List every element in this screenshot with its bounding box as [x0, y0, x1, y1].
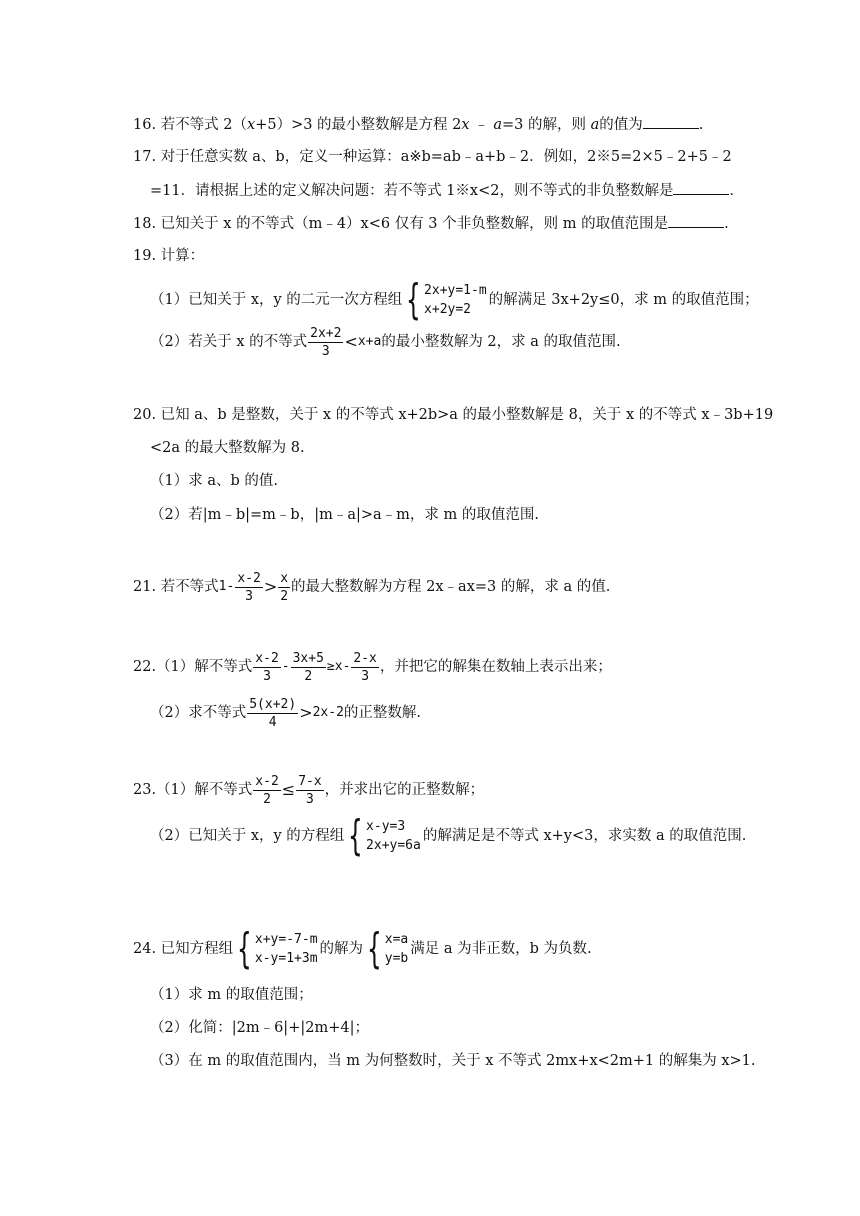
q19-less-than: <: [344, 332, 358, 351]
q20-part2-text: （2）若|m﹣b|=m﹣b，|m﹣a|>a﹣m，求 m 的取值范围.: [150, 507, 539, 523]
q24-part2-text: （2）化简：|2m﹣6|+|2m+4|；: [150, 1020, 369, 1036]
q21-frac1-denominator: 3: [245, 588, 253, 604]
q17-answer-blank: [673, 180, 729, 195]
q20-part1: [150, 471, 278, 491]
q19-part2-post: 的最小整数解为 2，求 a 的取值范围.: [381, 334, 621, 350]
q17-text-1: 对于任意实数 a、b，定义一种运算：a※b=ab﹣a+b﹣2．例如，2※5=2×5﹣2+5﹣2: [160, 149, 732, 165]
q19-fraction: [308, 325, 343, 360]
q23-eq-1: x-y=3: [366, 819, 406, 834]
q23-part1-pre: （1）解不等式: [156, 782, 253, 798]
q21-post: 的最大整数解为方程 2x﹣ax=3 的解，求 a 的值.: [291, 579, 611, 595]
q19-part2-pre: （2）若关于 x 的不等式: [150, 334, 308, 350]
q21-fraction-1: [235, 570, 262, 605]
q22-frac3-numerator: 2-x: [353, 650, 377, 666]
q22-part2-pre: （2）求不等式: [150, 705, 247, 721]
q22-frac4-denominator: 4: [268, 714, 277, 730]
q19-frac-numerator: 2x+2: [310, 325, 342, 341]
q21-pre: 若不等式: [160, 579, 219, 595]
q22-frac2-denominator: 2: [304, 668, 313, 684]
q24-line: [133, 925, 592, 973]
q22-part2: [150, 691, 421, 735]
q22-part2-post: 的正整数解.: [343, 705, 422, 721]
q22-frac1-numerator: x-2: [255, 650, 279, 666]
q24-part1: [150, 985, 313, 1005]
q21-number: 21.: [133, 579, 157, 595]
q18-number: 18.: [133, 216, 157, 232]
q23-frac1-numerator: x-2: [255, 773, 279, 789]
q19-part2: [150, 322, 621, 362]
q16-number: 16.: [133, 117, 157, 133]
q18-line: [133, 213, 729, 234]
q22-geq: ≥x-: [326, 659, 351, 674]
q22-frac4-numerator: 5(x+2): [249, 696, 297, 712]
q24-part3-text: （3）在 m 的取值范围内，当 m 为何整数时，关于 x 不等式 2mx+x<2m+1 的解集为 x>1.: [150, 1053, 756, 1069]
q24-sol-1: x=a: [384, 932, 409, 947]
q16-text-a: 若不等式 2（: [160, 117, 248, 133]
left-brace-icon: {: [367, 924, 382, 973]
left-brace-icon: {: [406, 275, 422, 324]
q20-line2: [150, 438, 305, 458]
q22-rhs: 2x-2: [312, 705, 344, 720]
q24-mid: 的解为: [319, 941, 364, 957]
q23-part2-pre: （2）已知关于 x，y 的方程组: [150, 828, 345, 844]
q17-line2: [150, 180, 744, 201]
q21-greater-than: >: [263, 577, 278, 596]
q24-number: 24.: [133, 941, 157, 957]
q24-eq-2: x-y=1+3m: [254, 951, 318, 966]
q21-frac1-numerator: x-2: [237, 570, 261, 586]
left-brace-icon: {: [237, 924, 252, 973]
q23-frac2-numerator: 7-x: [298, 773, 322, 789]
q23-fraction-2: [296, 773, 323, 808]
q21-frac2-denominator: 2: [280, 588, 289, 604]
q22-part1: [133, 645, 612, 689]
q20-text-2: <2a 的最大整数解为 8.: [150, 440, 305, 456]
q17-number: 17.: [133, 149, 157, 165]
q16-var-x: x: [247, 117, 256, 133]
q22-fraction-2: [291, 650, 326, 685]
q22-frac2-numerator: 3x+5: [292, 650, 324, 666]
q24-part3: [150, 1051, 756, 1071]
q22-part1-pre: （1）解不等式: [156, 659, 253, 675]
q19-number: 19.: [133, 248, 157, 264]
q24-part2: [150, 1018, 369, 1038]
q23-part2-post: 的解满足是不等式 x+y<3，求实数 a 的取值范围.: [422, 828, 747, 844]
q16-text-c: +5）>3 的最小整数解是方程 2: [255, 117, 462, 133]
q24-post: 满足 a 为非正数，b 为负数.: [410, 941, 592, 957]
left-brace-icon: {: [348, 811, 364, 860]
q22-frac3-denominator: 3: [361, 668, 370, 684]
q20-part1-text: （1）求 a、b 的值.: [150, 473, 278, 489]
q22-fraction-4: [247, 696, 298, 731]
q23-part1-post: ，并求出它的正整数解；: [324, 782, 485, 798]
q23-fraction-1: [253, 773, 280, 808]
q20-text-1: 已知 a、b 是整数，关于 x 的不等式 x+2b>a 的最小整数解是 8，关于 x 的不等式 x﹣3b+19: [160, 407, 774, 423]
q24-eq-1: x+y=-7-m: [254, 932, 318, 947]
q22-frac1-denominator: 3: [263, 668, 271, 684]
q17-text-2: =11．请根据上述的定义解决问题：若不等式 1※x<2，则不等式的非负整数解是: [150, 183, 674, 199]
q23-frac2-denominator: 3: [306, 791, 314, 807]
q21-fraction-2: [278, 570, 290, 605]
q16-var-a2: a: [590, 117, 600, 133]
q23-eq-2: 2x+y=6a: [366, 838, 421, 853]
q17-line1: [133, 147, 732, 167]
q22-greater-than: >: [299, 703, 313, 722]
q23-part1: [133, 768, 484, 812]
q16-var-x2: x: [461, 117, 470, 133]
q19-line: [133, 246, 204, 266]
q24-solution-system: [365, 924, 409, 973]
q24-sol-2: y=b: [384, 951, 409, 966]
q22-number: 22.: [133, 659, 157, 675]
q23-equation-system: [346, 811, 421, 860]
q19-part1-post: 的解满足 3x+2y≤0，求 m 的取值范围；: [488, 292, 759, 308]
q19-part1-pre: （1）已知关于 x，y 的二元一次方程组: [150, 292, 403, 308]
q16-text-i: 的值为: [599, 117, 643, 133]
q20-line1: [133, 405, 773, 425]
q16-text-e: ﹣: [469, 117, 494, 133]
q16-period: .: [698, 117, 704, 133]
q19-title: 计算：: [160, 248, 205, 264]
q23-number: 23.: [133, 782, 157, 798]
q22-fraction-3: [351, 650, 378, 685]
q16-var-a: a: [493, 117, 502, 133]
q18-text: 已知关于 x 的不等式（m﹣4）x<6 仅有 3 个非负整数解，则 m 的取值范围是: [160, 216, 669, 232]
q19-equation-system: [404, 275, 487, 324]
q20-number: 20.: [133, 407, 157, 423]
q16-answer-blank: [643, 114, 699, 129]
q19-eq-2: x+2y=2: [424, 302, 472, 317]
q18-answer-blank: [668, 213, 724, 228]
q19-rhs: x+a: [357, 334, 382, 349]
q22-part1-post: ，并把它的解集在数轴上表示出来；: [379, 659, 612, 675]
q18-period: .: [724, 216, 729, 232]
q24-part1-text: （1）求 m 的取值范围；: [150, 987, 313, 1003]
q19-frac-denominator: 3: [321, 343, 330, 359]
q20-part2: [150, 505, 539, 525]
q22-fraction-1: [253, 650, 280, 685]
q21-line: [133, 565, 610, 609]
q21-one-minus: 1-: [218, 579, 235, 594]
q24-pre: 已知方程组: [160, 941, 234, 957]
q21-frac2-numerator: x: [280, 570, 289, 586]
q19-part1: [150, 275, 759, 324]
q23-frac1-denominator: 2: [263, 791, 271, 807]
q24-equation-system: [235, 924, 318, 973]
q17-period: ．: [729, 183, 744, 199]
q19-eq-1: 2x+y=1-m: [424, 283, 487, 298]
q23-part2: [150, 812, 746, 860]
q16-text-g: =3 的解，则: [501, 117, 586, 133]
q23-leq: ≤: [281, 780, 296, 799]
q22-minus: -: [281, 659, 290, 674]
q16-line: [133, 114, 703, 135]
